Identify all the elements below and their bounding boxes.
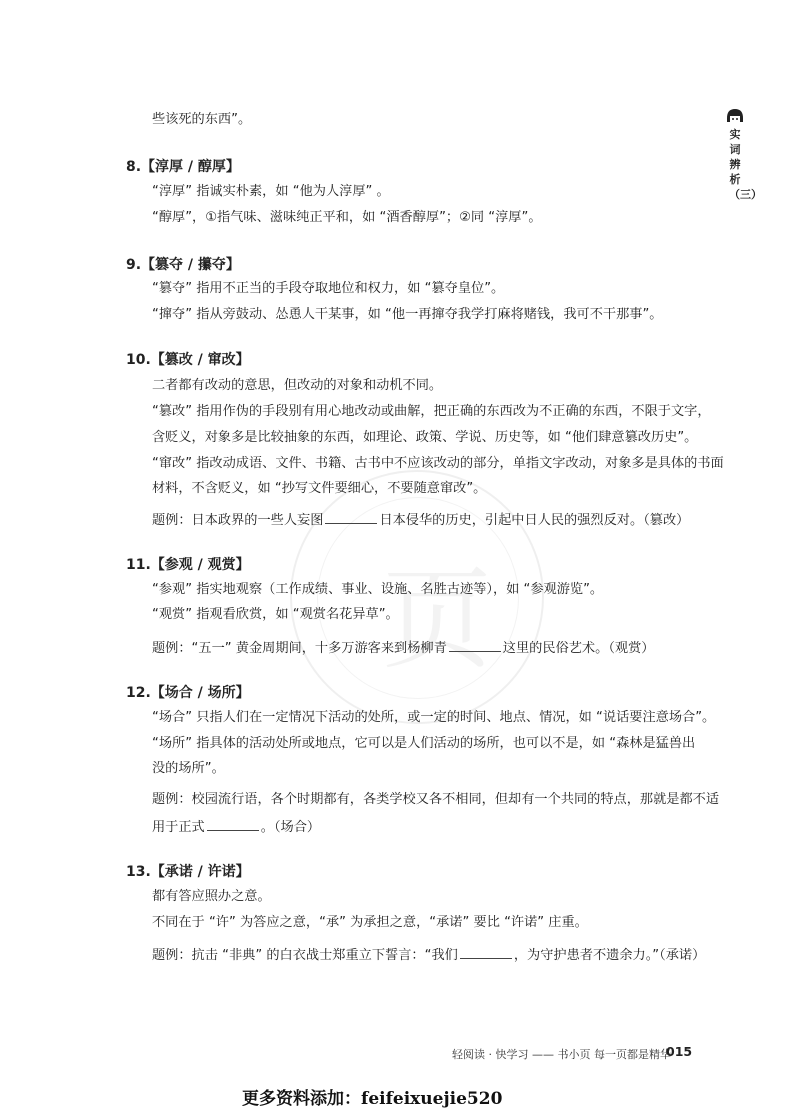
text-line: “醇厚”，①指气味、滋味纯正平和，如 “酒香醇厚”；②同 “淳厚”。 [152,210,542,225]
example-line: 题例：校园流行语，各个时期都有，各类学校又各不相同，但却有一个共同的特点，那就是都不适 [152,792,720,807]
fill-blank [207,817,259,831]
text-line: “窜改” 指改动成语、文件、书籍、古书中不应该改动的部分，单指文字改动，对象多是具体的书面 [152,456,724,471]
fill-blank [460,945,512,959]
page-number: 015 [666,1044,693,1059]
text-line: 材料，不含贬义，如 “抄写文件要细心，不要随意窜改”。 [152,481,487,496]
example-line: 题例：“五一” 黄金周期间，十多万游客来到杨柳青 这里的民俗艺术。（观赏） [152,638,654,658]
entry-heading: 9.【篡夺 / 攥夺】 [126,257,240,273]
fill-blank [449,638,501,652]
watermark-glyph: 页 [382,556,492,684]
text-line: 不同在于 “许” 为答应之意，“承” 为承担之意，“承诺” 要比 “许诺” 庄重。 [152,915,588,930]
text-line: “撺夺” 指从旁鼓动、怂恿人干某事，如 “他一再撺夺我学打麻将赌钱，我可不干那事”。 [152,307,663,322]
entry-heading: 13.【承诺 / 许诺】 [126,864,250,880]
text-line: 些该死的东西”。 [152,112,252,127]
example-line: 题例：日本政界的一些人妄图 日本侵华的历史，引起中日人民的强烈反对。（篡改） [152,510,689,530]
mascot-icon [725,108,745,124]
entry-heading: 12.【场合 / 场所】 [126,685,250,701]
footer-slogan: 轻阅读 · 快学习 —— 书小页 每一页都是精华 [452,1048,671,1061]
entry-heading: 8.【淳厚 / 醇厚】 [126,159,240,175]
side-tab [724,108,762,202]
text-line: 二者都有改动的意思，但改动的对象和动机不同。 [152,378,443,393]
text-line: 没的场所”。 [152,761,225,776]
text-line: “场合” 只指人们在一定情况下活动的处所，或一定的时间、地点、情况，如 “说话要注意场合”。 [152,710,716,725]
entry-heading: 11.【参观 / 观赏】 [126,557,250,573]
text-line: “观赏” 指观看欣赏，如 “观赏名花异草”。 [152,607,399,622]
text-line: “淳厚” 指诚实朴素，如 “他为人淳厚” 。 [152,184,390,199]
extra-notice: 更多资料添加：feifeixuejie520 [242,1089,503,1109]
text-line: “篡改” 指用作伪的手段别有用心地改动或曲解，把正确的东西改为不正确的东西，不限于文字， [152,404,711,419]
text-line: “参观” 指实地观察（工作成绩、事业、设施、名胜古迹等），如 “参观游览”。 [152,582,604,597]
text-line: “场所” 指具体的活动处所或地点，它可以是人们活动的场所，也可以不是，如 “森林是猛兽出 [152,736,696,751]
fill-blank [325,510,377,524]
example-line: 用于正式 。（场合） [152,817,320,837]
text-line: “篡夺” 指用不正当的手段夺取地位和权力，如 “篡夺皇位”。 [152,281,505,296]
text-line: 都有答应照办之意。 [152,889,271,904]
example-line: 题例：抗击 “非典” 的白衣战士郑重立下誓言：“我们 ，为守护患者不遗余力。”（承诺） [152,945,705,965]
entry-heading: 10.【篡改 / 窜改】 [126,352,250,368]
side-tab-label: 实词辨析（三） [729,128,762,201]
text-line: 含贬义，对象多是比较抽象的东西，如理论、政策、学说、历史等，如 “他们肆意篡改历史”。 [152,430,698,445]
